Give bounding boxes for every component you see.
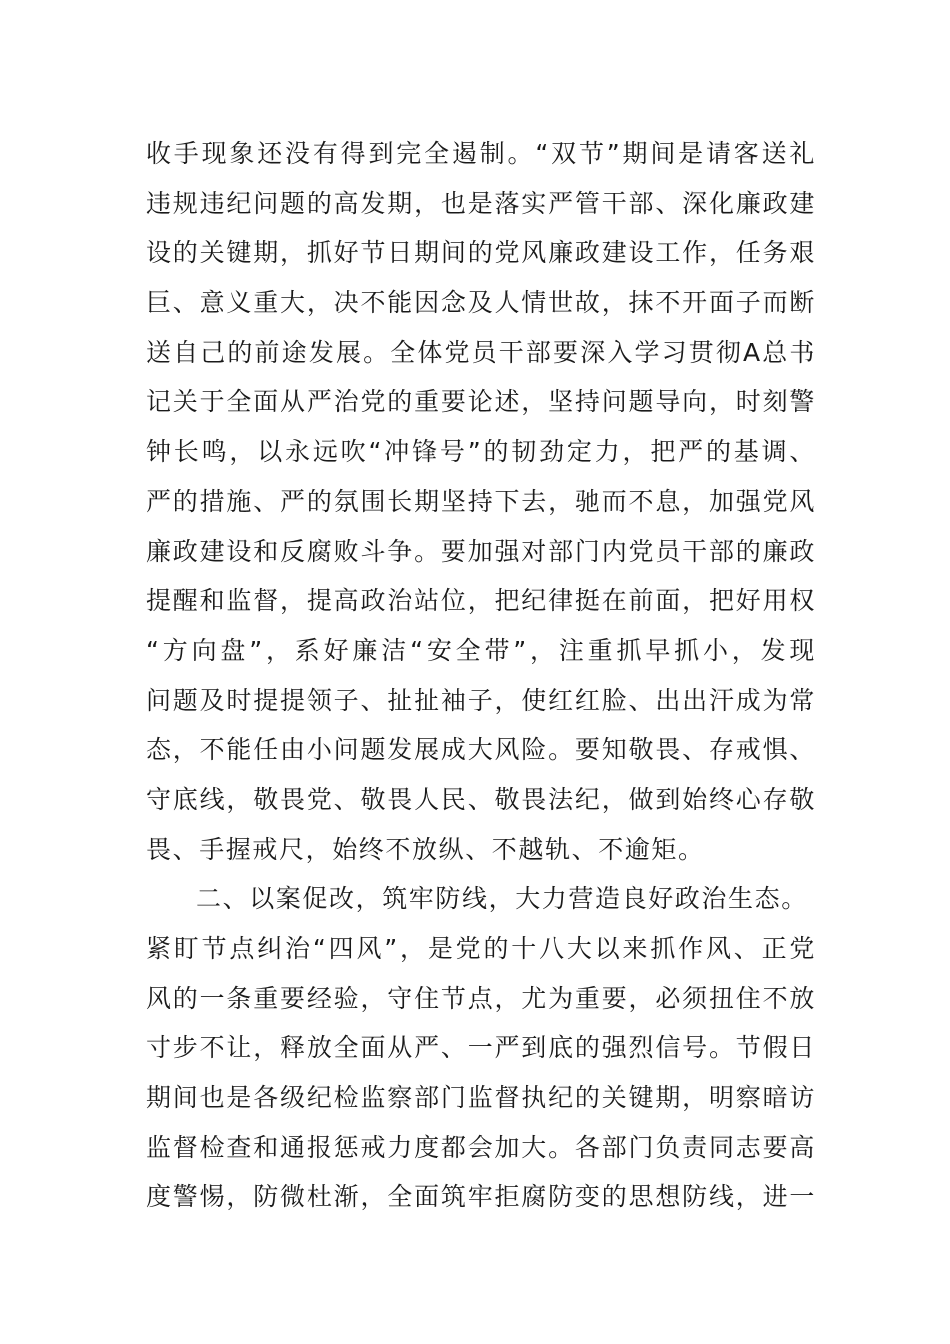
text-line: 提醒和监督，提高政治站位，把纪律挺在前面，把好用权 <box>146 586 816 616</box>
text-line: 设的关键期，抓好节日期间的党风廉政建设工作，任务艰 <box>146 238 816 268</box>
text-line: “方向盘”，系好廉洁“安全带”，注重抓早抓小，发现 <box>146 635 816 665</box>
text-line: 问题及时提提领子、扯扯袖子，使红红脸、出出汗成为常 <box>146 685 816 715</box>
text-line: 巨、意义重大，决不能因念及人情世故，抹不开面子而断 <box>146 288 816 318</box>
text-line: 钟长鸣，以永远吹“冲锋号”的韧劲定力，把严的基调、 <box>146 437 816 467</box>
text-line: 记关于全面从严治党的重要论述，坚持问题导向，时刻警 <box>146 387 816 417</box>
text-line: 严的措施、严的氛围长期坚持下去，驰而不息，加强党风 <box>146 486 816 516</box>
text-line: 廉政建设和反腐败斗争。要加强对部门内党员干部的廉政 <box>146 536 816 566</box>
text-line: 紧盯节点纠治“四风”，是党的十八大以来抓作风、正党 <box>146 934 816 963</box>
text-line: 收手现象还没有得到完全遏制。“双节”期间是请客送礼 <box>146 139 816 168</box>
text-line: 监督检查和通报惩戒力度都会加大。各部门负责同志要高 <box>146 1132 816 1162</box>
text-line: 送自己的前途发展。全体党员干部要深入学习贯彻A总书 <box>146 337 816 367</box>
text-line: 违规违纪问题的高发期，也是落实严管干部、深化廉政建 <box>146 188 816 218</box>
text-line: 度警惕，防微杜渐，全面筑牢拒腐防变的思想防线，进一 <box>146 1182 816 1212</box>
text-line: 期间也是各级纪检监察部门监督执纪的关键期，明察暗访 <box>146 1083 816 1113</box>
text-line: 态，不能任由小问题发展成大风险。要知敬畏、存戒惧、 <box>146 735 816 765</box>
text-line: 风的一条重要经验，守住节点，尤为重要，必须扭住不放 <box>146 983 816 1013</box>
body-text <box>146 129 816 1222</box>
section-heading-line: 二、以案促改，筑牢防线，大力营造良好政治生态。 <box>196 884 808 914</box>
text-line-paragraph-end: 畏、手握戒尺，始终不放纵、不越轨、不逾矩。 <box>146 834 705 864</box>
text-line: 守底线，敬畏党、敬畏人民、敬畏法纪，做到始终心存敬 <box>146 784 816 814</box>
text-line: 寸步不让，释放全面从严、一严到底的强烈信号。节假日 <box>146 1033 816 1063</box>
